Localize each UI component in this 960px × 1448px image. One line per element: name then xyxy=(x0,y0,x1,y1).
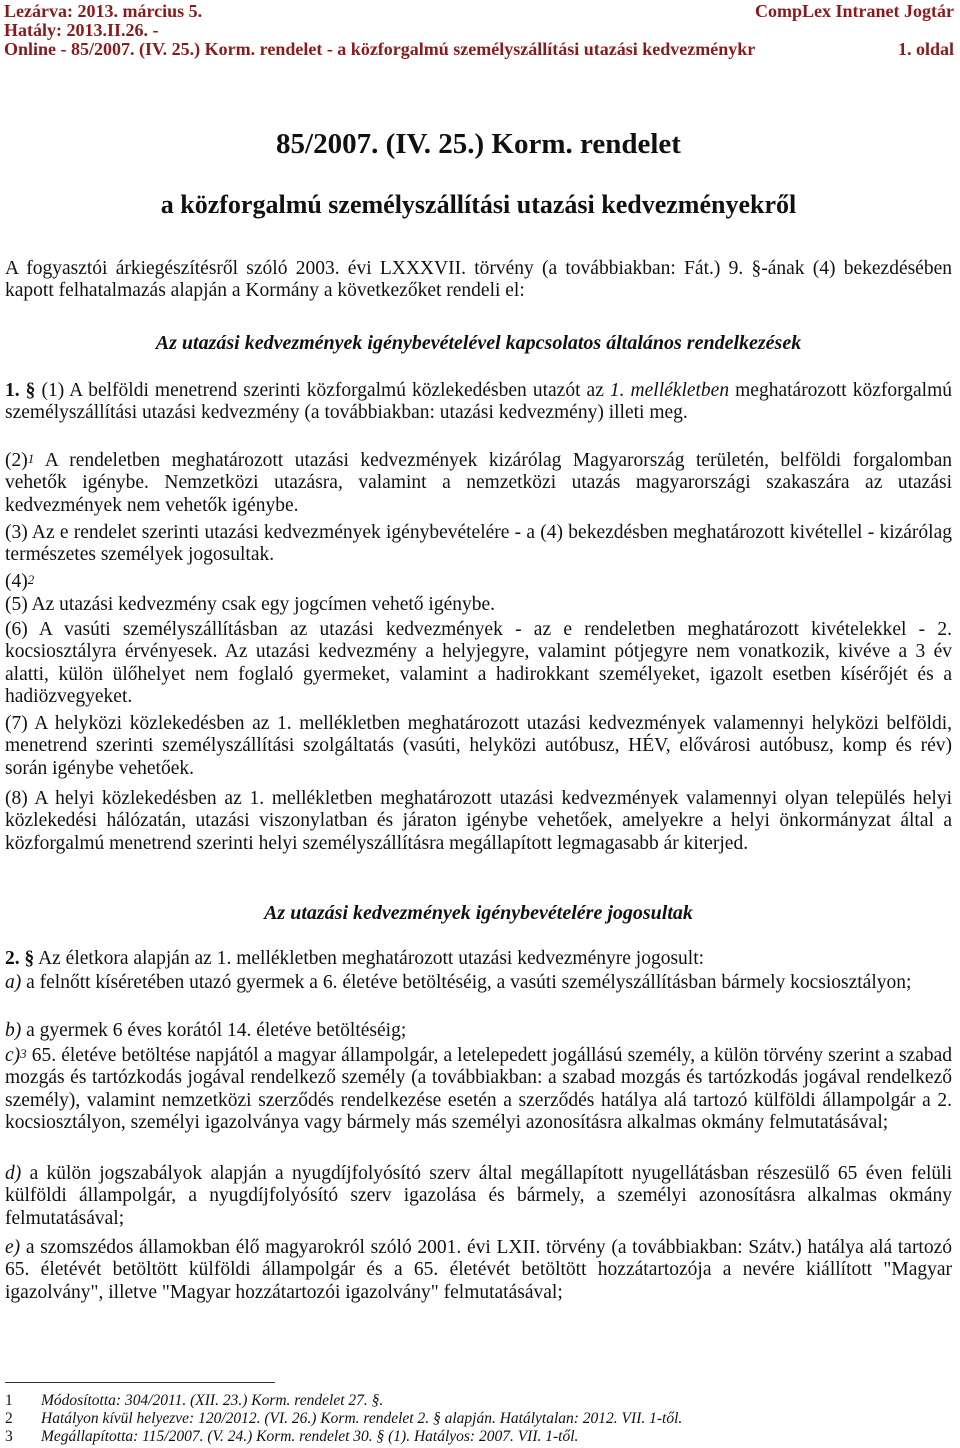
document-title: 85/2007. (IV. 25.) Korm. rendelet xyxy=(276,128,681,160)
header-document-ref: Online - 85/2007. (IV. 25.) Korm. rendelet - a közforgalmú személyszállítási utazási kedvezménykr xyxy=(4,39,756,59)
paragraph-1-5: (5) Az utazási kedvezmény csak egy jogcímen vehető igénybe. xyxy=(5,594,496,615)
list-item-e: e) a szomszédos államokban élő magyarokról szóló 2001. évi LXII. törvény (a továbbiakban: Szátv.) hatálya alá tartozó 65. életévét betöltött külföldi állampolgár és a 65. életévét betöltött hozzátartozója a nevére kiállított "Magyar igazolvány", illetve "Magyar hozzátartozói igazolvány" felmutatásával; xyxy=(5,1237,953,1303)
list-item-d: d) a külön jogszabályok alapján a nyugdíjfolyósító szerv által megállapított nyugellátásban részesülő 65 éven felüli külföldi állampolgár, a nyugdíjfolyósító szerv igazolása és bármely, a személyi azonosításra alkalmas okmány felmutatásával; xyxy=(5,1163,952,1229)
document-subtitle: a közforgalmú személyszállítási utazási kedvezményekről xyxy=(160,190,797,219)
section-heading-general: Az utazási kedvezmények igénybevételével kapcsolatos általános rendelkezések xyxy=(155,332,802,354)
header-product-name: CompLex Intranet Jogtár xyxy=(755,1,954,21)
paragraph-1-7: (7) A helyközi közlekedésben az 1. mellékletben meghatározott utazási kedvezmények valamennyi helyközi belföldi, menetrend szerinti személyszállítási szolgáltatás (vasúti, helyközi autóbusz, HÉV, elővárosi autóbusz, komp és rév) során igénybe vehetőek. xyxy=(5,713,952,779)
footnote-2: 2 Hatályon kívül helyezve: 120/2012. (VI. 26.) Korm. rendelet 2. § alapján. Hatálytalan: 2012. VII. 1-től. xyxy=(5,1410,683,1427)
paragraph-1-2: $(2)^1$ A rendeletben meghatározott utazási kedvezmények kizárólag Magyarország területén, belföldi forgalomban vehetők igénybe. Nemzetközi utazásra, valamint a nemzetközi utazás magyarországi szakaszára az utazási kedvezmények nem vehetők igénybe. xyxy=(5,450,953,516)
paragraph-1-4: $(4)^2$ xyxy=(5,571,35,592)
section-number: 1. § xyxy=(5,380,36,401)
footnote-ref[interactable]: 2 xyxy=(27,572,35,587)
header-effective-date: Hatály: 2013.II.26. - xyxy=(4,20,159,40)
paragraph-1-8: (8) A helyi közlekedésben az 1. mellékletben meghatározott utazási kedvezmények valamennyi olyan település helyi közlekedési hálózatán, utazási viszonylatban és járaton igénybe vehetőek, amelyekre a helyi önkormányzat által a közforgalmú menetrend szerinti helyi személyszállításra megállapított legmagasabb ár kiterjed. xyxy=(5,788,952,854)
paragraph-1-6: (6) A vasúti személyszállításban az utazási kedvezmények - az e rendeletben meghatározott kivételekkel - 2. kocsiosztályra érvényesek. Az utazási kedvezmény a helyjegyre, valamint pótjegyre nem vonatkozik, kivéve a 3 év alatti, külön ülőhelyet nem foglaló gyermeket, valamint a hadirokkant személyeket, igazolt esetben kísérőjét és a hadiözvegyeket. xyxy=(5,619,952,707)
paragraph-2-intro: 2. § Az életkora alapján az 1. mellékletben meghatározott utazási kedvezményre jogosult: xyxy=(5,948,705,969)
footnote-1: 1 Módosította: 304/2011. (XII. 23.) Korm. rendelet 27. §. xyxy=(5,1392,384,1409)
footnote-ref[interactable]: 1 xyxy=(27,451,35,466)
list-item-a: a) a felnőtt kíséretében utazó gyermek a 6. életéve betöltéséig, a vasúti személyszállításban bármely kocsiosztályon; xyxy=(5,972,912,993)
section-number: 2. § xyxy=(5,948,35,969)
footnote-separator xyxy=(5,1382,275,1383)
header-closed-date: Lezárva: 2013. március 5. xyxy=(4,1,203,21)
preamble: A fogyasztói árkiegészítésről szóló 2003. évi LXXXVII. törvény (a továbbiakban: Fát.) 9. §-ának (4) bekezdésében kapott felhatalmazás alapján a Kormány a következőket rendeli el: xyxy=(5,258,952,302)
header-page-number: 1. oldal xyxy=(897,39,954,59)
paragraph-1-1: 1. § (1) A belföldi menetrend szerinti közforgalmú közlekedésben utazót az 1. mellékletben meghatározott közforgalmú személyszállítási utazási kedvezmény (a továbbiakban: utazási kedvezmény) illeti meg. xyxy=(5,380,952,424)
footnote-ref[interactable]: 3 xyxy=(20,1046,27,1061)
list-item-c: c)$^3$ 65. életéve betöltése napjától a magyar állampolgár, a letelepedett jogállású személy, a külön törvény szerint a szabad mozgás és tartózkodás jogával rendelkező személy (a továbbiakban: a szabad mozgás és tartózkodás jogával rendelkező személy), valamint nemzetközi szerződés rendelkezése esetén a szerződés hatálya alá tartozó külföldi állampolgár a 2. kocsiosztályon, személyi igazolványa vagy bármely más személyi azonosításra alkalmas okmány felmutatásával; xyxy=(5,1045,953,1133)
footnote-3: 3 Megállapította: 115/2007. (V. 24.) Korm. rendelet 30. § (1). Hatályos: 2007. VII. 1-től. xyxy=(5,1428,579,1445)
paragraph-1-3: (3) Az e rendelet szerinti utazási kedvezmények igénybevételére - a (4) bekezdésben meghatározott kivétellel - kizárólag természetes személyek jogosultak. xyxy=(5,522,952,566)
section-heading-eligible: Az utazási kedvezmények igénybevételére jogosultak xyxy=(264,902,693,924)
list-item-b: b) a gyermek 6 éves korától 14. életéve betöltéséig; xyxy=(5,1020,407,1041)
annex-reference: 1. mellékletben xyxy=(609,380,730,401)
